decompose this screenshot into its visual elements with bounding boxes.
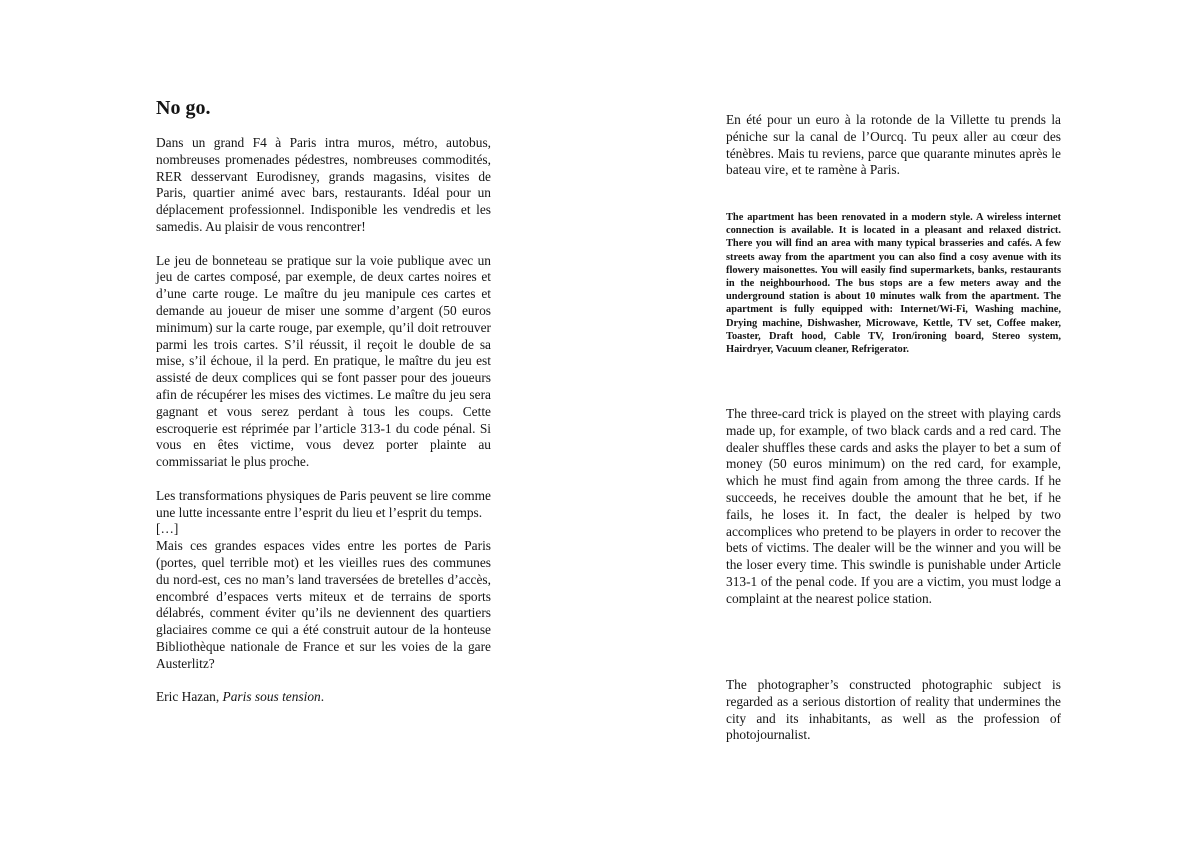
transformations-paragraph: Les transformations physiques de Paris peuvent se lire comme une lutte incessante entre l’esprit du lieu et l’esprit du temps.	[156, 487, 491, 520]
citation-end: .	[320, 689, 325, 705]
photographer-block	[726, 677, 1061, 744]
left-text-column	[156, 135, 491, 723]
apartment-ad-paragraph-fr: Dans un grand F4 à Paris intra muros, métro, autobus, nombreuses promenades pédestres, nombreuses commodités, RER desservant Eurodisney, grands magasins, visites de Paris, quartier animé avec bars, restaurants. Idéal pour un déplacement professionnel. Indisponible les vendredis et les samedis. Au plaisir de vous rencontrer!	[156, 135, 491, 234]
bonneteau-paragraph: Le jeu de bonneteau se pratique sur la voie publique avec un jeu de cartes composé, par exemple, de deux cartes noires et d’une carte rouge. Le maître du jeu manipule ces cartes et demande au joueur de miser une somme d’argent (50 euros minimum) sur la carte rouge, par exemple, qu’il doit retrouver parmi les trois cartes. S’il réussit, il reçoit le double de sa mise, s’il échoue, il la perd. En pratique, le maître du jeu est assisté de deux complices qui se font passer pour des joueurs afin de récupérer les mises des victimes. Le maître du jeu sera gagnant et vous serez perdant à tous les coups. Cette escroquerie est réprimée par l’article 313-1 du code pénal. Si vous en êtes victime, vous devez porter plainte au commissariat le plus proche.	[156, 252, 491, 470]
page-title: No go.	[156, 97, 211, 119]
citation-author: Eric Hazan,	[156, 689, 223, 705]
citation-title: Paris sous tension	[222, 689, 321, 705]
apartment-description-paragraph: The apartment has been renovated in a modern style. A wireless internet connection is available. It is located in a pleasant and relaxed district. There you will find an area with many typical brasseries and cafés. A few streets away from the apartment you can also find a cosy avenue with its flowery maisonettes. You will easily find supermarkets, banks, restaurants in the neighbourhood. The bus stops are a few meters away and the underground station is about 10 minutes walk from the apartment. The apartment is fully equipped with: Internet/Wi-Fi, Washing machine, Drying machine, Dishwasher, Microwave, Kettle, TV set, Coffee maker, Toaster, Draft hood, Cable TV, Iron/ironing board, Stereo system, Hairdryer, Vacuum cleaner, Refrigerator.	[726, 212, 1061, 356]
right-page	[596, 0, 1191, 842]
three-card-trick-block	[726, 406, 1061, 608]
peniche-paragraph: En été pour un euro à la rotonde de la Villette tu prends la péniche sur la canal de l’Ourcq. Tu peux aller au cœur des ténèbres. Mais tu reviens, parce que quarante minutes après le bateau vire, et te ramène à Paris.	[726, 112, 1061, 178]
citation	[156, 689, 491, 706]
three-card-trick-paragraph: The three-card trick is played on the street with playing cards made up, for example, of two black cards and a red card. The dealer shuffles these cards and asks the player to bet a sum of money (50 euros minimum) on the red card, for example, which he must find again from among the three cards. If he succeeds, he receives double the amount that he bet, if he fails, he loses it. In fact, the dealer is helped by two accomplices who pretend to be players in order to recover the bets of victims. The dealer will be the winner and you will be the loser every time. This swindle is punishable under Article 313-1 of the penal code. If you are a victim, you must lodge a complaint at the nearest police station.	[726, 406, 1061, 606]
photographer-paragraph: The photographer’s constructed photographic subject is regarded as a serious distortion of reality that undermines the city and its inhabitants, as well as the profession of photojournalist.	[726, 677, 1061, 743]
ellipsis: […]	[156, 521, 179, 537]
no-mans-land-paragraph: Mais ces grandes espaces vides entre les portes de Paris (portes, quel terrible mot) et les vieilles rues des communes du nord-est, ces no man’s land traversées de bretelles d’accès, encombré d’espaces verts miteux et de terrains de sports délabrés, comment éviter qu’ils ne deviennent des quartiers glaciaires comme ce qui a été construit autour de la honteuse Bibliothèque nationale de France et sur les voies de la gare Austerlitz?	[156, 538, 491, 671]
apartment-description-block	[726, 211, 1061, 356]
peniche-paragraph-block	[726, 112, 1061, 179]
left-page	[0, 0, 595, 842]
